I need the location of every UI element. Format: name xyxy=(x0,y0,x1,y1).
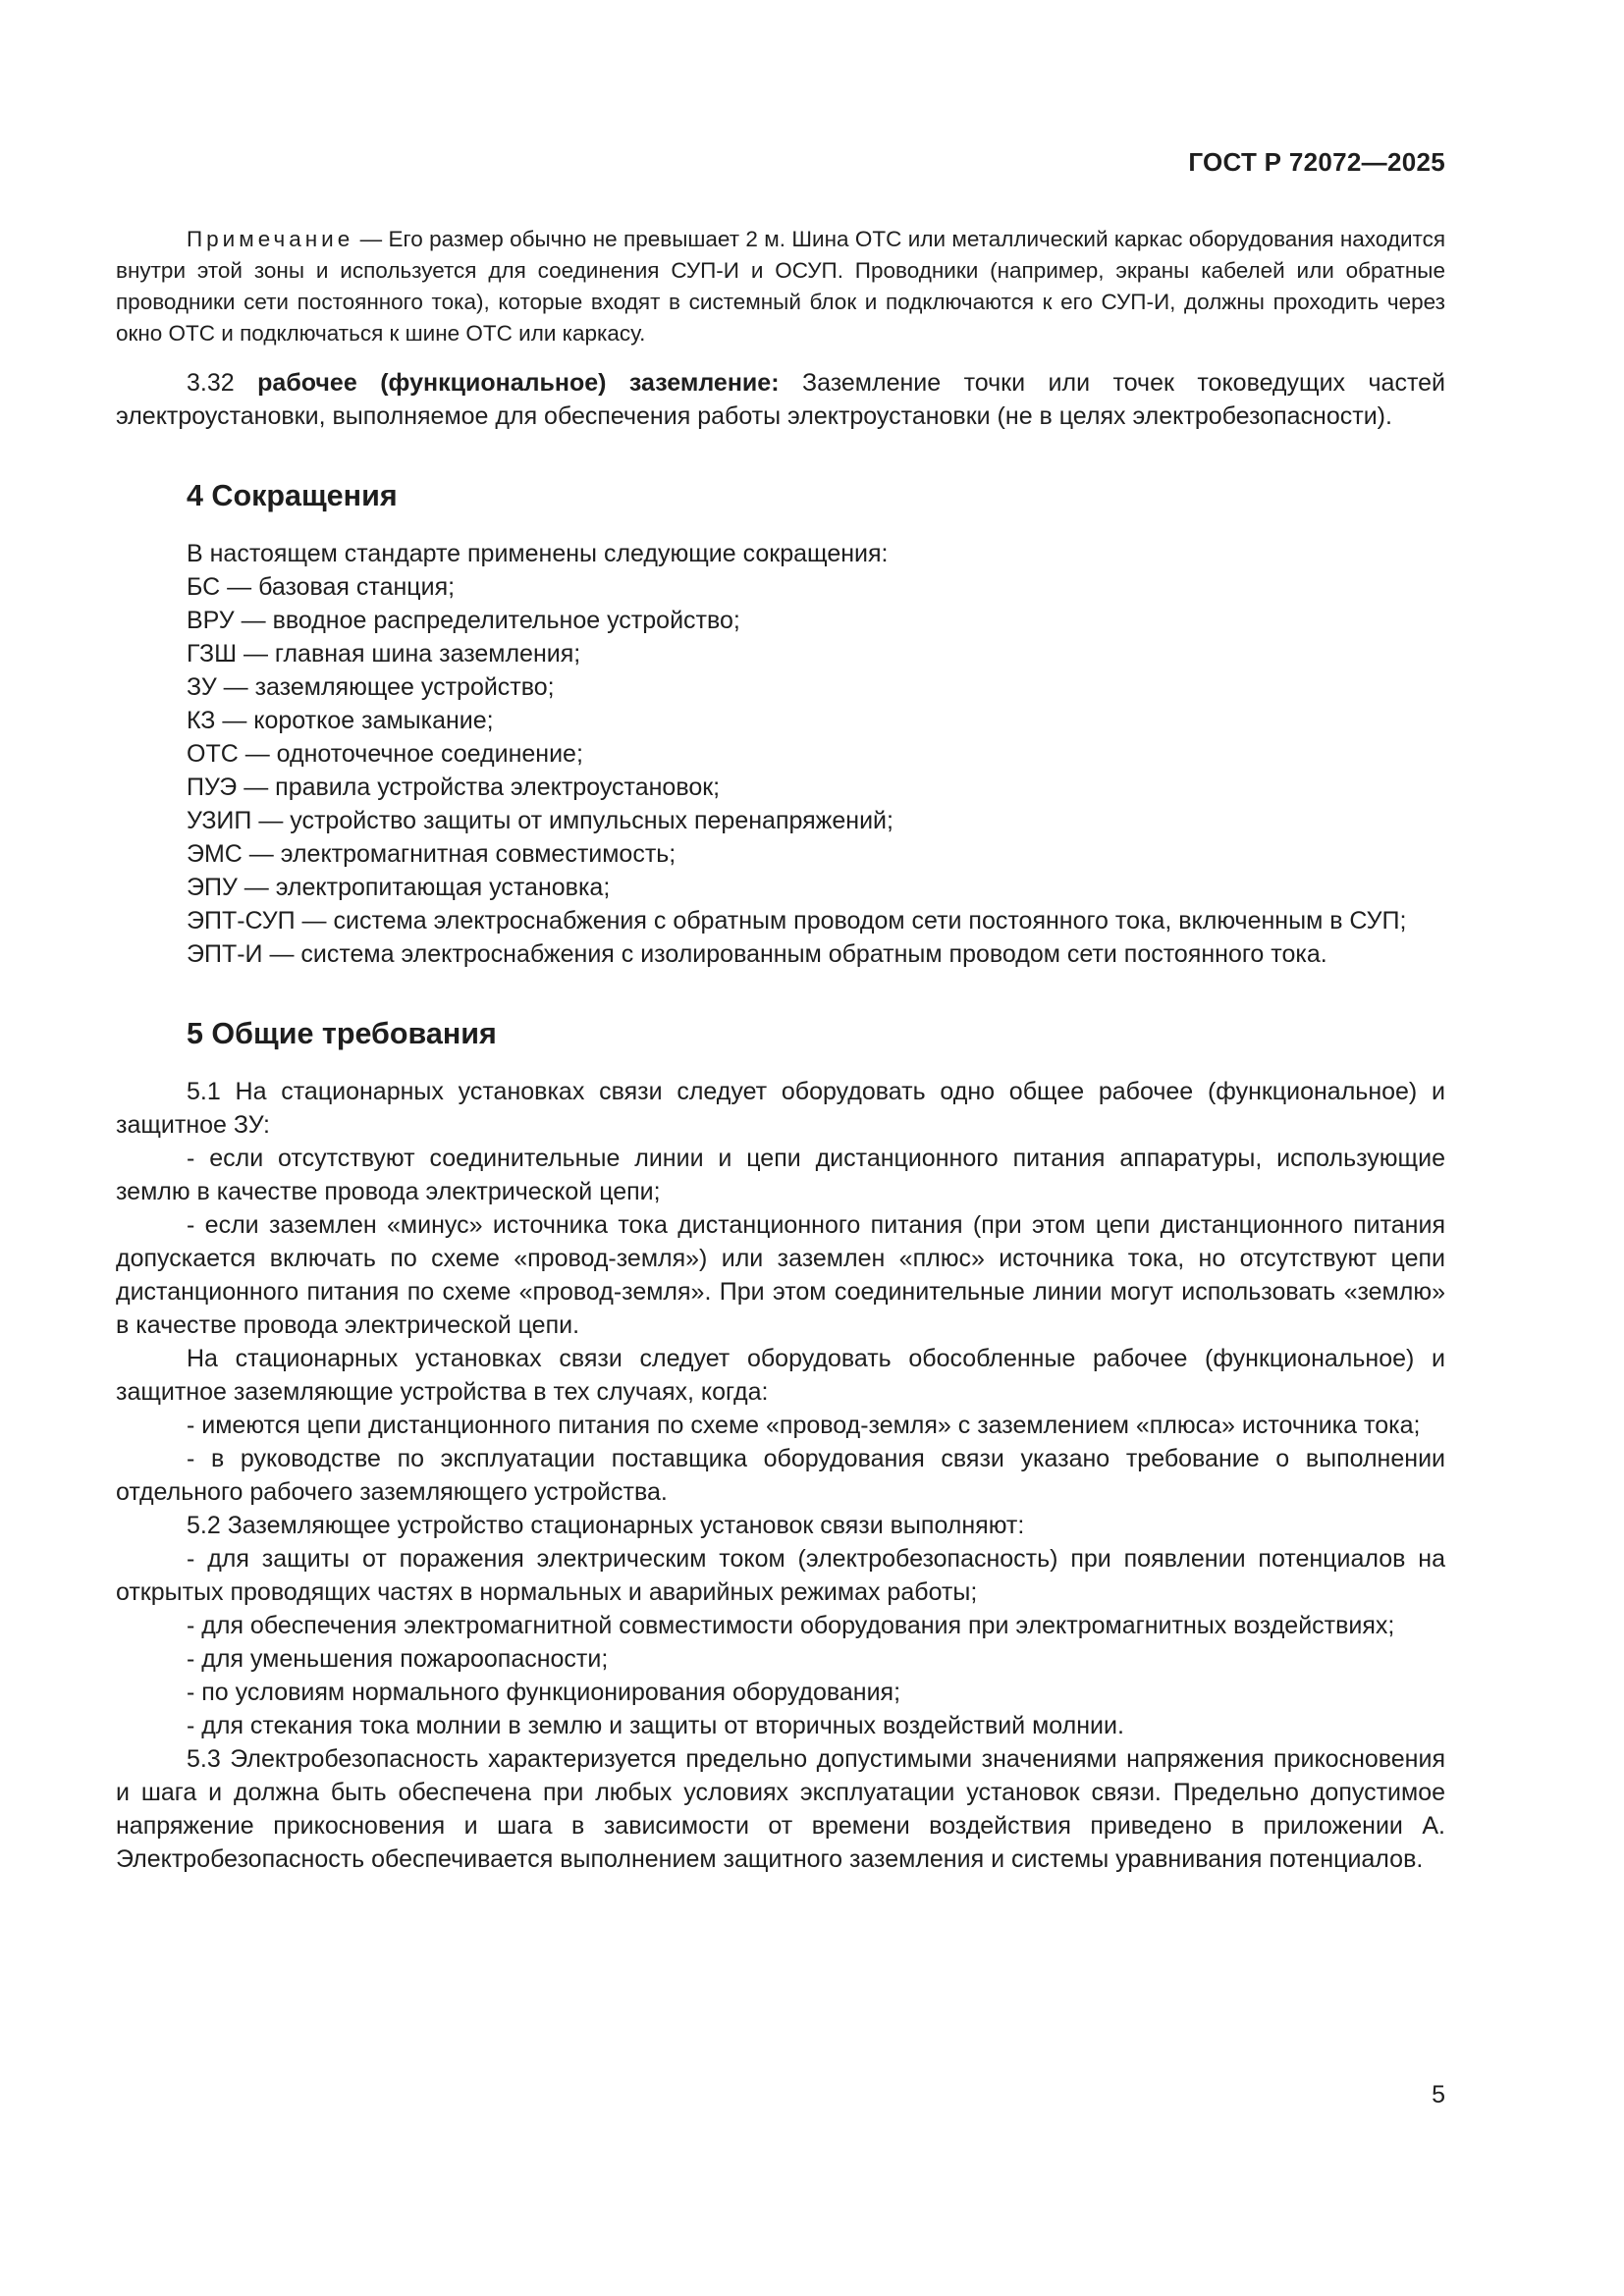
abbreviation-item: ОТС — одноточечное соединение; xyxy=(187,740,583,768)
note-paragraph xyxy=(116,224,1445,349)
section-5-paragraph: - имеются цепи дистанционного питания по схеме «провод-земля» с заземлением «плюса» источника тока; xyxy=(187,1412,1421,1439)
section-4-title: 4 Сокращения xyxy=(187,479,398,512)
page-body xyxy=(116,224,1445,1876)
note-text: — Его размер обычно не превышает 2 м. Шина ОТС или металлический каркас оборудования находится внутри этой зоны и используется для соединения СУП-И и ОСУП. Проводники (например, экраны кабелей или обратные проводники сети постоянного тока), которые входят в системный блок и подключаются к его СУП-И, должны проходить через окно ОТС и подключаться к шине ОТС или каркасу. xyxy=(116,227,1445,346)
section-5-paragraph: - в руководстве по эксплуатации поставщика оборудования связи указано требование о выполнении отдельного рабочего заземляющего устройства. xyxy=(116,1445,1445,1506)
section-5-paragraph: 5.2 Заземляющее устройство стационарных установок связи выполняют: xyxy=(187,1512,1025,1539)
section-5-paragraph: - для стекания тока молнии в землю и защиты от вторичных воздействий молнии. xyxy=(187,1712,1124,1739)
clause-number: 3.32 xyxy=(187,369,235,397)
clause-definition: Заземление точки или точек токоведущих частей электроустановки, выполняемое для обеспечения работы электроустановки (не в целях электробезопасности). xyxy=(116,369,1445,430)
section-5-title: 5 Общие требования xyxy=(187,1017,497,1050)
abbreviation-item: ЗУ — заземляющее устройство; xyxy=(187,673,555,701)
section-5-paragraph: 5.3 Электробезопасность характеризуется предельно допустимыми значениями напряжения прикосновения и шага и должна быть обеспечена при любых условиях эксплуатации установок связи. Предельно допустимое напряжение прикосновения и шага в зависимости от времени воздействия приведено в приложении А. Электробезопасность обеспечивается выполнением защитного заземления и системы уравнивания потенциалов. xyxy=(116,1745,1445,1873)
abbreviation-item: ЭПТ-И — система электроснабжения с изолированным обратным проводом сети постоянного тока. xyxy=(187,940,1327,968)
section-5-paragraph: - по условиям нормального функционирования оборудования; xyxy=(187,1679,901,1706)
abbreviation-item: БС — базовая станция; xyxy=(187,573,456,601)
abbreviation-item: ГЗШ — главная шина заземления; xyxy=(187,640,581,667)
abbreviation-item: ВРУ — вводное распределительное устройство; xyxy=(187,607,740,634)
document-code: ГОСТ Р 72072—2025 xyxy=(1188,147,1445,177)
clause-term: рабочее (функциональное) заземление: xyxy=(257,369,780,397)
clause-3-32 xyxy=(116,366,1445,433)
section-5-paragraph: 5.1 На стационарных установках связи следует оборудовать одно общее рабочее (функциональное) и защитное ЗУ: xyxy=(116,1078,1445,1139)
section-4-intro: В настоящем стандарте применены следующие сокращения: xyxy=(187,540,889,567)
section-5-paragraph: - если отсутствуют соединительные линии и цепи дистанционного питания аппаратуры, использующие землю в качестве провода электрической цепи; xyxy=(116,1145,1445,1205)
note-label: Примечание xyxy=(187,227,354,251)
section-5-paragraph: - если заземлен «минус» источника тока дистанционного питания (при этом цепи дистанционного питания допускается включать по схеме «провод-земля») или заземлен «плюс» источника тока, но отсутствуют цепи дистанционного питания по схеме «провод-земля». При этом соединительные линии могут использовать «землю» в качестве провода электрической цепи. xyxy=(116,1211,1445,1339)
section-5-paragraph: - для защиты от поражения электрическим током (электробезопасность) при появлении потенциалов на открытых проводящих частях в нормальных и аварийных режимах работы; xyxy=(116,1545,1445,1606)
abbreviation-item: УЗИП — устройство защиты от импульсных перенапряжений; xyxy=(187,807,893,834)
page-number: 5 xyxy=(1432,2081,1445,2109)
section-5-paragraph: - для уменьшения пожароопасности; xyxy=(187,1645,609,1673)
abbreviation-item: ЭПТ-СУП — система электроснабжения с обратным проводом сети постоянного тока, включенным в СУП; xyxy=(187,907,1407,934)
abbreviation-item: КЗ — короткое замыкание; xyxy=(187,707,494,734)
section-5-paragraph: - для обеспечения электромагнитной совместимости оборудования при электромагнитных воздействиях; xyxy=(187,1612,1395,1639)
abbreviation-item: ЭМС — электромагнитная совместимость; xyxy=(187,840,677,868)
section-5-paragraph: На стационарных установках связи следует оборудовать обособленные рабочее (функциональное) и защитное заземляющие устройства в тех случаях, когда: xyxy=(116,1345,1445,1406)
abbreviation-item: ЭПУ — электропитающая установка; xyxy=(187,874,611,901)
abbreviation-item: ПУЭ — правила устройства электроустановок; xyxy=(187,774,721,801)
